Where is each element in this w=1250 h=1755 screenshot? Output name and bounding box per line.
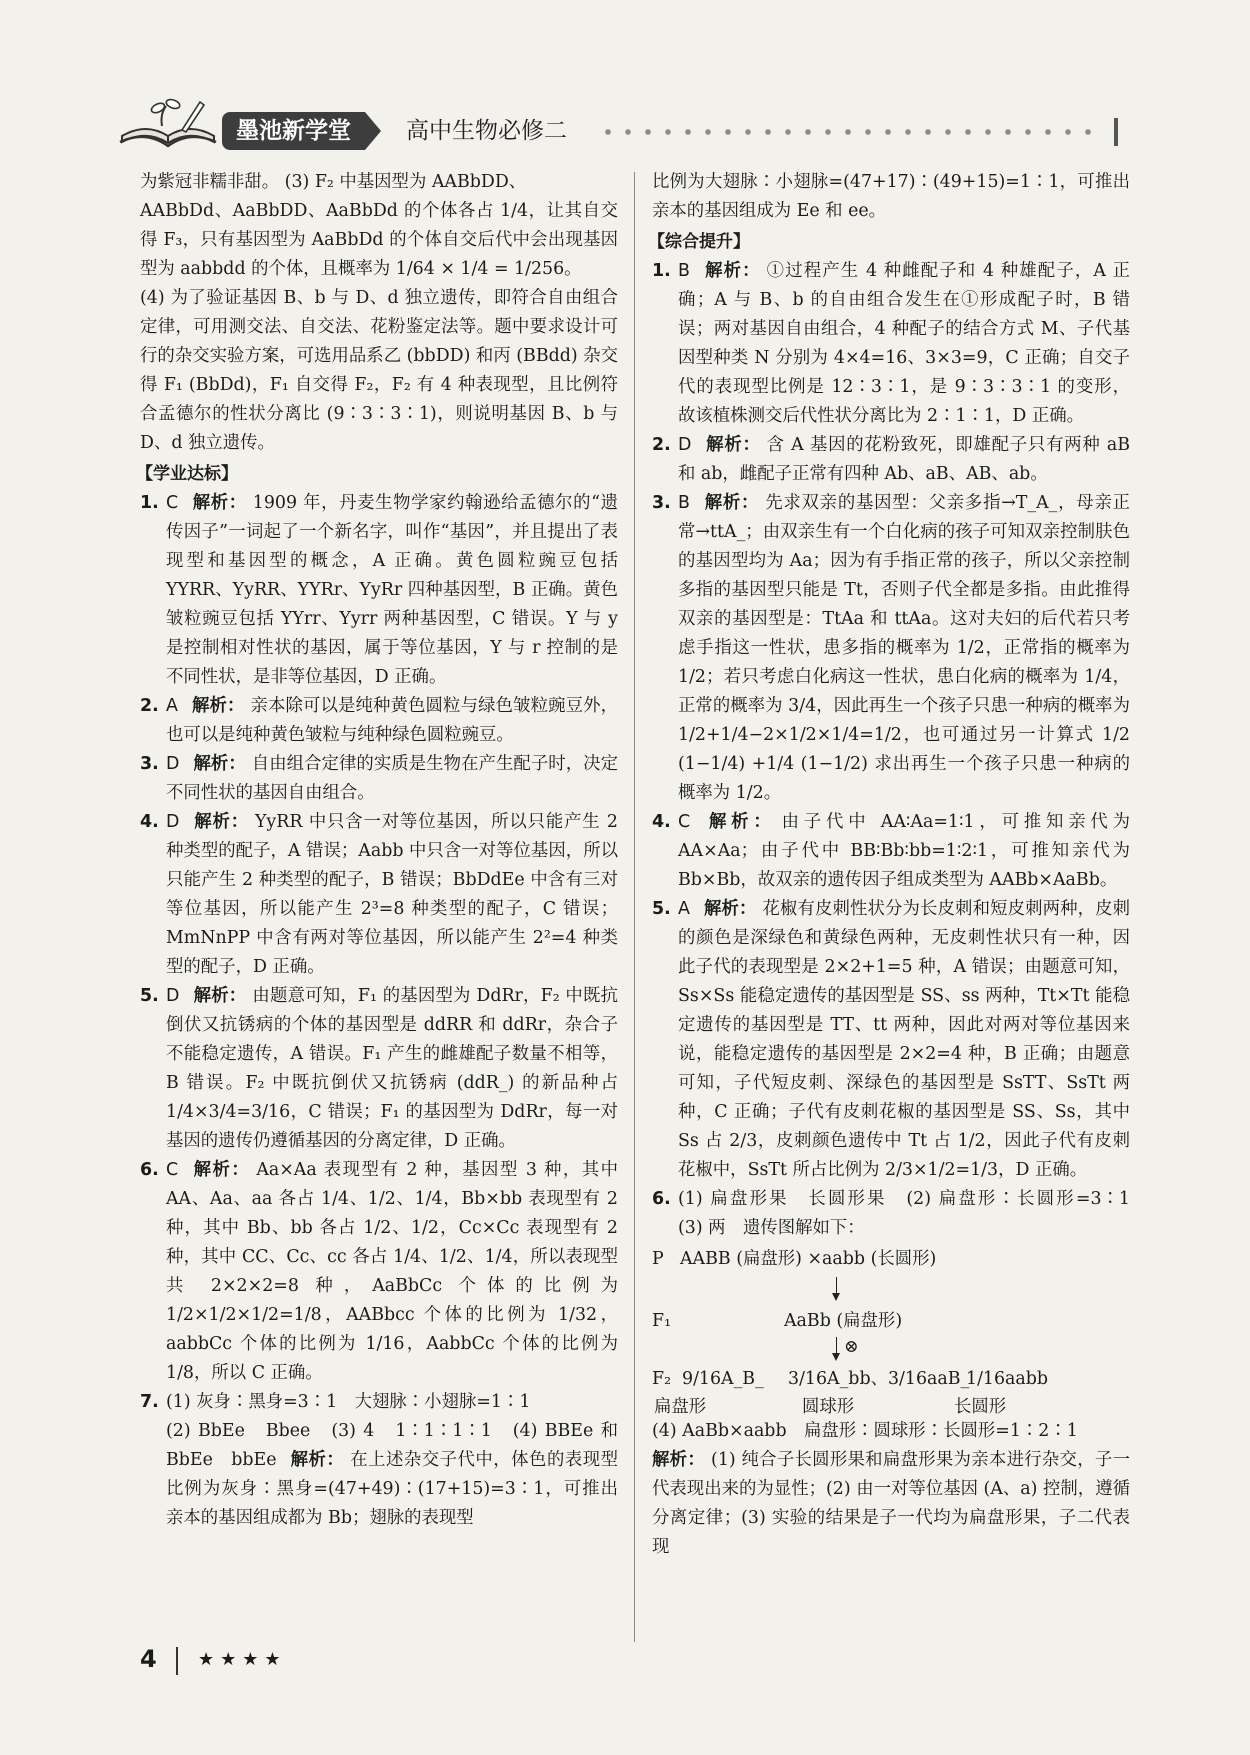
q7-answer-line-1: (1) 灰身∶黑身=3∶1 大翅脉∶小翅脉=1∶1: [166, 1392, 531, 1412]
continued-line-1: 为紫冠非糯非甜。 (3) F₂ 中基因型为 AABbDD、: [140, 172, 527, 192]
answer-item: [140, 692, 618, 750]
answer-item: [140, 982, 618, 1156]
page-number: 4: [140, 1645, 157, 1673]
item-explanation: 由子代中 AA∶Aa=1∶1，可推知亲代为 AA×Aa；由子代中 BB∶Bb∶bb=1∶2∶1，可推知亲代为 Bb×Bb，故双亲的遗传因子组成类型为 AABb×AaBb。: [678, 812, 1130, 890]
item-answer: A: [166, 696, 178, 716]
answer-item: [140, 489, 618, 692]
item-answer: C: [678, 812, 691, 832]
down-arrow-icon: [836, 1277, 837, 1299]
item-explanation: 含 A 基因的花粉致死，即雄配子只有两种 aB 和 ab，雌配子正常有四种 Ab、aB、AB、ab。: [678, 435, 1130, 484]
item-number: 2.: [140, 696, 159, 716]
generation-label-f2: F₂: [652, 1369, 672, 1389]
item-number: 5.: [140, 986, 159, 1006]
item-answer: D: [678, 435, 692, 455]
answer-item-7: [140, 1388, 618, 1533]
item-number: 3.: [652, 493, 671, 513]
header-dot-rule: [598, 128, 1098, 136]
analysis-label: 解析：: [704, 812, 776, 832]
answer-item: [652, 431, 1130, 489]
down-arrow-icon: [836, 1337, 837, 1359]
selfing-symbol-icon: ⊗: [844, 1337, 859, 1357]
item-number: 2.: [652, 435, 671, 455]
item-number: 1.: [140, 493, 159, 513]
answer-item: [652, 257, 1130, 431]
analysis-label: 解析：: [703, 899, 757, 919]
item-number: 7.: [140, 1392, 159, 1412]
analysis-label: 解析：: [193, 812, 249, 832]
item-answer: D: [166, 812, 180, 832]
item-explanation: 花椒有皮刺性状分为长皮刺和短皮刺两种，皮刺的颜色是深绿色和黄绿色两种，无皮刺性状只有一种，因此子代的表现型是 2×2+1=5 种，A 错误；由题意可知，Ss×Ss 能稳定遗传的基因型是 SS、ss 两种，Tt×Tt 能稳定遗传的基因型是 TT、tt 两种，因此对两对等位基因来说，能稳定遗传的基因型是 2×2=4 种，B 正确；由题意可知，子代短皮刺、深绿色的基因型是 SsTT、SsTt 两种，C 正确；子代有皮刺花椒的基因型是 SS、Ss，其中 Ss 占 2/3，皮刺颜色遗传中 Tt 占 1/2，因此子代有皮刺花椒中，SsTt 所占比例为 2/3×1/2=1/3，D 正确。: [678, 899, 1130, 1180]
footer-divider: [176, 1647, 178, 1675]
item-number: 5.: [652, 899, 671, 919]
answer-item: [652, 895, 1130, 1185]
analysis-label: 解析：: [705, 435, 761, 455]
item-explanation: Aa×Aa 表现型有 2 种，基因型 3 种，其中 AA、Aa、aa 各占 1/4、1/2、1/4，Bb×bb 表现型有 2 种，其中 Bb、bb 各占 1/2、1/2，Cc×Cc 表现型有 2 种，其中 CC、Cc、cc 各占 1/4、1/2、1/4，所以表现型共 2×2×2=8 种，AaBbCc 个体的比例为 1/2×1/2×1/2=1/8，AABbcc 个体的比例为 1/32，aabbCc 个体的比例为 1/16，AabbCc 个体的比例为 1/8，所以 C 正确。: [166, 1160, 618, 1383]
item-answer: B: [678, 261, 690, 281]
section-title-advanced: 【综合提升】: [648, 232, 750, 252]
answer-item: [140, 808, 618, 982]
item-answer: C: [166, 493, 179, 513]
genetic-cross-diagram: [652, 1245, 1130, 1415]
open-book-icon: [118, 96, 218, 156]
analysis-label: 解析：: [192, 1160, 251, 1180]
analysis-label: 解析：: [191, 696, 245, 716]
q6-explanation-block: [652, 1446, 1130, 1562]
item-number: 4.: [652, 812, 671, 832]
analysis-label: 解析：: [193, 986, 247, 1006]
item-number: 1.: [652, 261, 671, 281]
item-explanation: YyRR 中只含一对等位基因，所以只能产生 2 种类型的配子，A 错误；Aabb 中只含一对等位基因，所以只能产生 2 种类型的配子，B 错误；BbDdEe 中含有三对等位基因，所以能产生 2³=8 种类型的配子，C 错误；MmNnPP 中含有两对等位基因，所以能产生 2²=4 种类型的配子，D 正确。: [166, 812, 618, 977]
difficulty-stars: ★★★★: [198, 1649, 287, 1670]
answer-item: [140, 750, 618, 808]
column-divider: [634, 172, 635, 1642]
item-explanation: 自由组合定律的实质是生物在产生配子时，决定不同性状的基因自由组合。: [166, 754, 618, 803]
continued-text-2: AABbDd、AaBbDD、AaBbDd 的个体各占 1/4，让其自交得 F₃，只有基因型为 AaBbDd 的个体自交后代中会出现基因型为 aabbdd 的个体，且概率为 1/64 × 1/4 = 1/256。: [140, 201, 618, 279]
item-number: 6.: [140, 1160, 159, 1180]
item-explanation: 先求双亲的基因型：父亲多指→T_A_，母亲正常→ttA_；由双亲生有一个白化病的孩子可知双亲控制肤色的基因型均为 Aa；因为有手指正常的孩子，所以父亲控制多指的基因型只能是 Tt，否则子代全都是多指。由此推得双亲的基因型是：TtAa 和 ttAa。这对夫妇的后代若只考虑手指这一性状，患多指的概率为 1/2，正常指的概率为 1/2；若只考虑白化病这一性状，患白化病的概率为 1/4，正常的概率为 3/4，因此再生一个孩子只患一种病的概率为 1/2+1/4−2×1/2×1/4=1/2，也可通过另一计算式 1/2 (1−1/4) +1/4 (1−1/2) 求出再生一个孩子只患一种病的概率为 1/2。: [678, 493, 1130, 803]
generation-label-p: P: [652, 1249, 664, 1269]
q7-answer-line-2: (2) BbEe Bbee (3) 4 1∶1∶1∶1 (4) BBEe 和 BbEe bbEe: [166, 1421, 618, 1470]
phenotype-c: 长圆形: [954, 1397, 1007, 1417]
item-number: 3.: [140, 754, 159, 774]
f2-genotype-b: 3/16A_bb、3/16aaB_: [788, 1369, 970, 1389]
header-end-tick: [1114, 118, 1118, 146]
phenotype-a: 扁盘形: [654, 1397, 707, 1417]
analysis-label: 解析：: [193, 754, 246, 774]
item-explanation: 由题意可知，F₁ 的基因型为 DdRr，F₂ 中既抗倒伏又抗锈病的个体的基因型是 ddRR 和 ddRr，杂合子不能稳定遗传，A 错误。F₁ 产生的雌雄配子数量不相等，B 错误。F₂ 中既抗倒伏又抗锈病 (ddR_) 的新品种占 1/4×3/4=3/16，C 错误；F₁ 的基因型为 DdRr，每一对基因的遗传仍遵循基因的分离定律，D 正确。: [166, 986, 618, 1151]
page-header: [118, 96, 1128, 160]
f2-genotype-a: 9/16A_B_: [682, 1369, 764, 1389]
answer-item-6: [652, 1185, 1148, 1243]
item-number: 6.: [652, 1189, 671, 1209]
item-answer: D: [166, 754, 180, 774]
f2-genotype-c: 1/16aabb: [966, 1369, 1049, 1389]
right-column: [648, 168, 1148, 1562]
analysis-label: 解析：: [290, 1450, 345, 1470]
subject-title: 高中生物必修二: [406, 118, 567, 144]
item-explanation: 亲本除可以是纯种黄色圆粒与绿色皱粒豌豆外，也可以是纯种黄色皱粒与纯种绿色圆粒豌豆。: [166, 696, 618, 745]
item-explanation: 在上述杂交子代中，体色的表现型比例为灰身∶黑身=(47+49)∶(17+15)=3∶1，可推出亲本的基因组成都为 Bb；翅脉的表现型: [166, 1450, 618, 1528]
section-title-basic: 【学业达标】: [136, 464, 238, 484]
q6-answer-line-1: (1) 扁盘形果 长圆形果 (2) 扁盘形∶长圆形=3∶1 (3) 两 遗传图解如下：: [678, 1189, 1148, 1238]
generation-label-f1: F₁: [652, 1311, 672, 1331]
left-column: [136, 168, 618, 1533]
analysis-label: 解析：: [703, 493, 760, 513]
item-explanation: ①过程产生 4 种雌配子和 4 种雄配子，A 正确；A 与 B、b 的自由组合发生在①形成配子时，B 错误；两对基因自由组合，4 种配子的结合方式 M、子代基因型种类 N 分别为 4×4=16、3×3=9，C 正确；自交子代的表现型比例是 12∶3∶1，是 9∶3∶3∶1 的变形，故该植株测交后代性状分离比为 2∶1∶1，D 正确。: [678, 261, 1130, 426]
item-answer: D: [166, 986, 180, 1006]
answer-item: [140, 1156, 618, 1388]
item-answer: B: [678, 493, 690, 513]
item-number: 4.: [140, 812, 159, 832]
item-explanation: (1) 纯合子长圆形果和扁盘形果为亲本进行杂交，子一代表现出来的为显性；(2) 由一对等位基因 (A、a) 控制，遵循分离定律；(3) 实验的结果是子一代均为扁盘形果，子二代表现: [652, 1450, 1130, 1557]
answer-item: [652, 808, 1130, 895]
analysis-label: 解析：: [703, 261, 761, 281]
item-answer: C: [166, 1160, 179, 1180]
q6-answer-line-4: (4) AaBb×aabb 扁盘形∶圆球形∶长圆形=1∶2∶1: [652, 1421, 1078, 1441]
continued-text-3: (4) 为了验证基因 B、b 与 D、d 独立遗传，即符合自由组合定律，可用测交法、自交法、花粉鉴定法等。题中要求设计可行的杂交实验方案，可选用品系乙 (bbDD) 和丙 (BBdd) 杂交得 F₁ (BbDd)，F₁ 自交得 F₂，F₂ 有 4 种表现型，且比例符合孟德尔的性状分离比 (9∶3∶3∶1)，则说明基因 B、b 与 D、d 独立遗传。: [140, 288, 618, 453]
analysis-label: 解析：: [652, 1450, 706, 1470]
item-answer: A: [678, 899, 690, 919]
item-explanation: 1909 年，丹麦生物学家约翰逊给孟德尔的“遗传因子”一词起了一个新名字，叫作“基因”，并且提出了表现型和基因型的概念，A 正确。黄色圆粒豌豆包括 YYRR、YyRR、YYRr、YyRr 四种基因型，B 正确。黄色皱粒豌豆包括 YYrr、Yyrr 两种基因型，C 错误。Y 与 y 是控制相对性状的基因，属于等位基因，Y 与 r 控制的是不同性状，是非等位基因，D 正确。: [166, 493, 618, 687]
analysis-label: 解析：: [192, 493, 247, 513]
brand-badge: 墨池新学堂: [222, 112, 365, 150]
f1-genotype: AaBb (扁盘形): [784, 1311, 903, 1331]
parent-cross: AABB (扁盘形) ×aabb (长圆形): [680, 1249, 937, 1269]
continued-text: 比例为大翅脉∶小翅脉=(47+17)∶(49+15)=1∶1，可推出亲本的基因组成为 Ee 和 ee。: [652, 172, 1130, 221]
phenotype-b: 圆球形: [802, 1397, 855, 1417]
answer-item: [652, 489, 1130, 808]
